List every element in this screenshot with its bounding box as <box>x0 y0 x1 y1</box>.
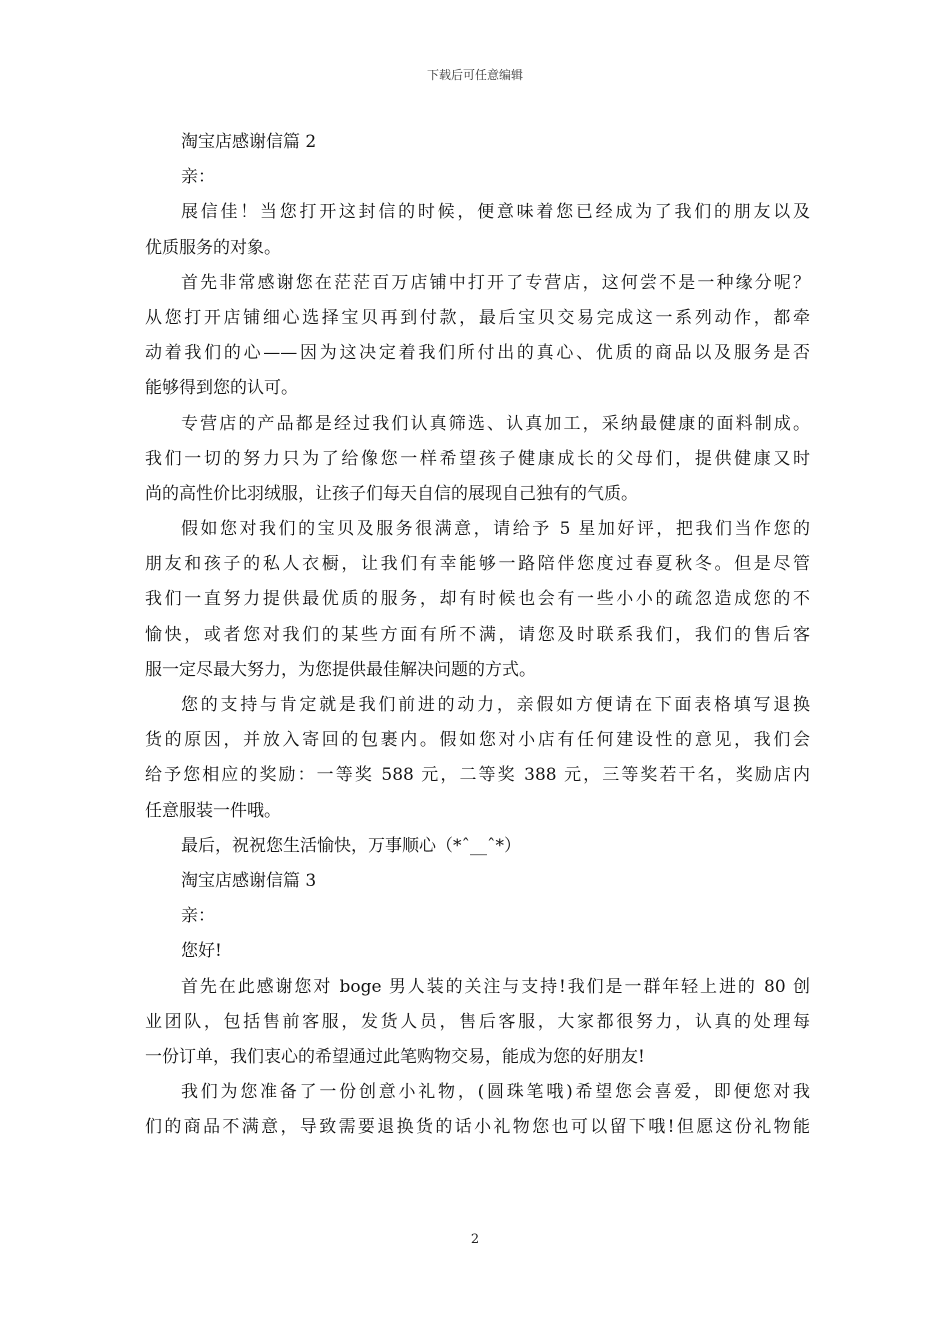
text-line: 淘宝店感谢信篇 3 <box>181 870 317 891</box>
text-line: 优质服务的对象。 <box>145 237 281 258</box>
text-line: 们的商品不满意，导致需要退换货的话小礼物您也可以留下哦!但愿这份礼物能 <box>145 1117 810 1138</box>
text-line: 业团队，包括售前客服，发货人员，售后客服，大家都很努力，认真的处理每 <box>145 1011 810 1032</box>
text-line: 假如您对我们的宝贝及服务很满意，请给予 5 星加好评，把我们当作您的 <box>181 519 810 540</box>
text-line: 从您打开店铺细心选择宝贝再到付款，最后宝贝交易完成这一系列动作，都牵 <box>145 307 810 328</box>
text-line: 首先在此感谢您对 boge 男人装的关注与支持!我们是一群年轻上进的 80 创 <box>181 976 810 997</box>
page-number: 2 <box>470 1232 480 1247</box>
text-line: 给予您相应的奖励：一等奖 588 元，二等奖 388 元，三等奖若干名，奖励店内 <box>145 765 810 786</box>
text-line: 一份订单，我们衷心的希望通过此笔购物交易，能成为您的好朋友! <box>145 1046 645 1067</box>
text-line: 我们为您准备了一份创意小礼物，(圆珠笔哦)希望您会喜爱，即便您对我 <box>181 1082 810 1103</box>
text-line: 能够得到您的认可。 <box>145 378 298 399</box>
text-line: 亲： <box>181 167 215 188</box>
text-line: 您的支持与肯定就是我们前进的动力，亲假如方便请在下面表格填写退换 <box>181 695 810 715</box>
text-line: 专营店的产品都是经过我们认真筛选、认真加工，采纳最健康的面料制成。 <box>181 413 810 434</box>
text-line: 愉快，或者您对我们的某些方面有所不满，请您及时联系我们，我们的售后客 <box>145 624 810 645</box>
text-line: 货的原因，并放入寄回的包裹内。假如您对小店有任何建设性的意见，我们会 <box>145 730 810 751</box>
document-body <box>145 125 810 1145</box>
text-line: 我们一直努力提供最优质的服务，却有时候也会有一些小小的疏忽造成您的不 <box>145 589 810 610</box>
text-line: 淘宝店感谢信篇 2 <box>181 132 317 152</box>
text-line: 任意服装一件哦。 <box>145 800 281 821</box>
text-line: 展信佳！当您打开这封信的时候，便意味着您已经成为了我们的朋友以及 <box>181 202 810 223</box>
text-line: 朋友和孩子的私人衣橱，让我们有幸能够一路陪伴您度过春夏秋冬。但是尽管 <box>145 554 810 575</box>
page-header: 下载后可任意编辑 <box>426 68 523 82</box>
text-line: 首先非常感谢您在茫茫百万店铺中打开了专营店，这何尝不是一种缘分呢？ <box>181 272 810 293</box>
text-line: 您好! <box>181 941 222 962</box>
text-line: 亲： <box>181 906 215 927</box>
text-line: 我们一切的努力只为了给像您一样希望孩子健康成长的父母们，提供健康又时 <box>145 448 810 469</box>
text-line: 尚的高性价比羽绒服，让孩子们每天自信的展现自己独有的气质。 <box>145 483 638 504</box>
text-line: 动着我们的心——因为这决定着我们所付出的真心、优质的商品以及服务是否 <box>145 343 810 364</box>
text-line: 最后，祝祝您生活愉快，万事顺心（*ˆ__ˆ*） <box>181 835 521 856</box>
text-line: 服一定尽最大努力，为您提供最佳解决问题的方式。 <box>145 659 536 680</box>
